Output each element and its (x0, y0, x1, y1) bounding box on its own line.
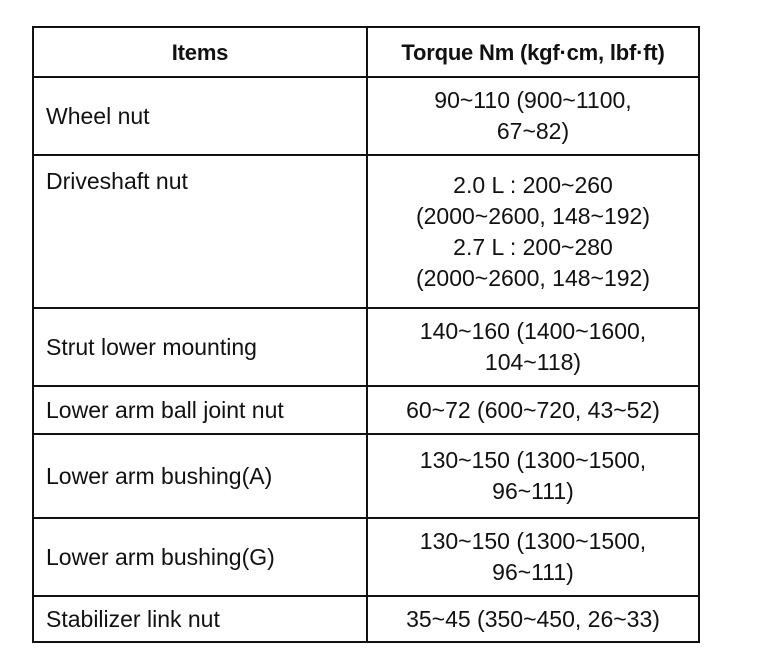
item-cell: Lower arm ball joint nut (33, 386, 367, 434)
torque-cell (367, 308, 699, 386)
torque-line: 140~160 (1400~1600, (419, 318, 647, 344)
table-row (33, 434, 699, 518)
torque-line: 130~150 (1300~1500, (419, 447, 647, 473)
torque-line: 90~110 (900~1100, (434, 87, 632, 113)
torque-cell (367, 155, 699, 308)
header-row (33, 27, 699, 77)
table-row (33, 518, 699, 596)
item-cell: Driveshaft nut (33, 155, 367, 308)
torque-line: 35~45 (350~450, 26~33) (406, 605, 660, 632)
torque-spec-table (32, 26, 700, 643)
torque-cell (367, 518, 699, 596)
torque-line: 96~111) (492, 559, 574, 585)
torque-line: 130~150 (1300~1500, (419, 528, 647, 554)
table-header (33, 27, 699, 77)
torque-cell (367, 386, 699, 434)
item-cell: Strut lower mounting (33, 308, 367, 386)
torque-line: 104~118) (484, 349, 582, 375)
table-row (33, 596, 699, 642)
torque-cell (367, 596, 699, 642)
torque-line: 96~111) (492, 478, 574, 504)
item-cell: Wheel nut (33, 77, 367, 155)
torque-line: 67~82) (496, 118, 570, 144)
torque-line: 2.7 L : 200~280 (453, 233, 613, 260)
torque-cell (367, 434, 699, 518)
table-body (33, 77, 699, 642)
table-row (33, 155, 699, 308)
item-cell: Lower arm bushing(A) (33, 434, 367, 518)
torque-cell (367, 77, 699, 155)
table-row (33, 386, 699, 434)
header-torque: Torque Nm (kgf·cm, lbf·ft) (367, 27, 699, 77)
torque-line: (2000~2600, 148~192) (415, 264, 651, 291)
table-row (33, 308, 699, 386)
torque-line: 2.0 L : 200~260 (453, 171, 613, 198)
torque-line: (2000~2600, 148~192) (415, 202, 651, 229)
torque-line: 60~72 (600~720, 43~52) (406, 396, 660, 423)
item-cell: Lower arm bushing(G) (33, 518, 367, 596)
table-row (33, 77, 699, 155)
header-items: Items (33, 27, 367, 77)
item-cell: Stabilizer link nut (33, 596, 367, 642)
